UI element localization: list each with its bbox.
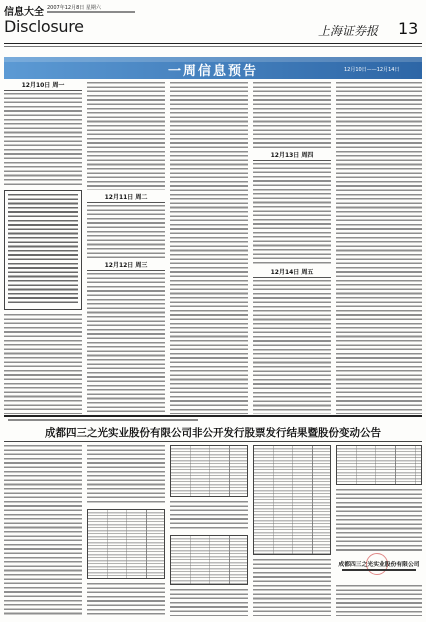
boxed-listing bbox=[4, 190, 82, 310]
stock-code-line bbox=[8, 419, 198, 421]
announcement-column-5 bbox=[336, 445, 422, 616]
data-table bbox=[253, 445, 331, 555]
data-table bbox=[170, 445, 248, 497]
announcement-column-1 bbox=[4, 445, 82, 616]
day-heading-wed: 12月12日 周三 bbox=[87, 262, 165, 271]
day-heading-fri: 12月14日 周五 bbox=[253, 269, 331, 278]
signature-company: 成都四三之光实业股份有限公司 bbox=[338, 562, 420, 568]
text-block bbox=[87, 583, 165, 616]
editor-credit-line bbox=[47, 11, 135, 13]
section-title: 信息大全 bbox=[4, 7, 44, 18]
banner-date-range: 12月10日——12月14日 bbox=[344, 67, 400, 73]
day-heading-thu: 12月13日 周四 bbox=[253, 152, 331, 161]
text-block bbox=[4, 445, 82, 616]
announcement-column-4 bbox=[253, 445, 331, 616]
text-block bbox=[170, 82, 248, 414]
text-block bbox=[170, 501, 248, 531]
announcement-title-rule bbox=[4, 441, 422, 442]
text-block bbox=[336, 82, 422, 414]
text-block bbox=[4, 314, 82, 414]
announcement-title: 成都四三之光实业股份有限公司非公开发行股票发行结果暨股份变动公告 bbox=[45, 427, 381, 439]
preview-column-5 bbox=[336, 82, 422, 414]
text-block bbox=[336, 489, 422, 553]
text-block bbox=[87, 445, 165, 505]
preview-column-4 bbox=[253, 82, 331, 414]
day-heading-mon: 12月10日 周一 bbox=[4, 82, 82, 91]
newspaper-logo: 上海证券报 bbox=[318, 24, 379, 38]
announcement-column-2 bbox=[87, 445, 165, 616]
masthead-divider bbox=[4, 43, 422, 44]
section-divider bbox=[4, 415, 422, 417]
text-block bbox=[87, 205, 165, 259]
text-block bbox=[4, 93, 82, 187]
text-block bbox=[253, 82, 331, 148]
text-block bbox=[87, 82, 165, 190]
data-table bbox=[87, 509, 165, 579]
text-block bbox=[170, 589, 248, 616]
page-number: 13 bbox=[398, 19, 419, 38]
section-title-english: Disclosure bbox=[4, 17, 84, 36]
text-block bbox=[253, 280, 331, 414]
day-heading-tue: 12月11日 周二 bbox=[87, 194, 165, 203]
announcement-column-3 bbox=[170, 445, 248, 616]
data-table bbox=[336, 445, 422, 485]
issue-date: 2007年12月8日 星期六 bbox=[47, 5, 101, 11]
text-block bbox=[253, 163, 331, 265]
text-block bbox=[336, 585, 422, 616]
signature-line bbox=[342, 569, 416, 571]
preview-column-3 bbox=[170, 82, 248, 414]
banner-title: 一周信息预告 bbox=[167, 64, 258, 79]
weekly-preview-banner bbox=[4, 57, 422, 79]
preview-column-1 bbox=[4, 82, 82, 414]
text-block bbox=[253, 559, 331, 616]
data-table bbox=[170, 535, 248, 585]
text-block bbox=[87, 273, 165, 414]
listing-text bbox=[8, 194, 78, 306]
preview-column-2 bbox=[87, 82, 165, 414]
masthead-divider-thin bbox=[4, 46, 422, 47]
